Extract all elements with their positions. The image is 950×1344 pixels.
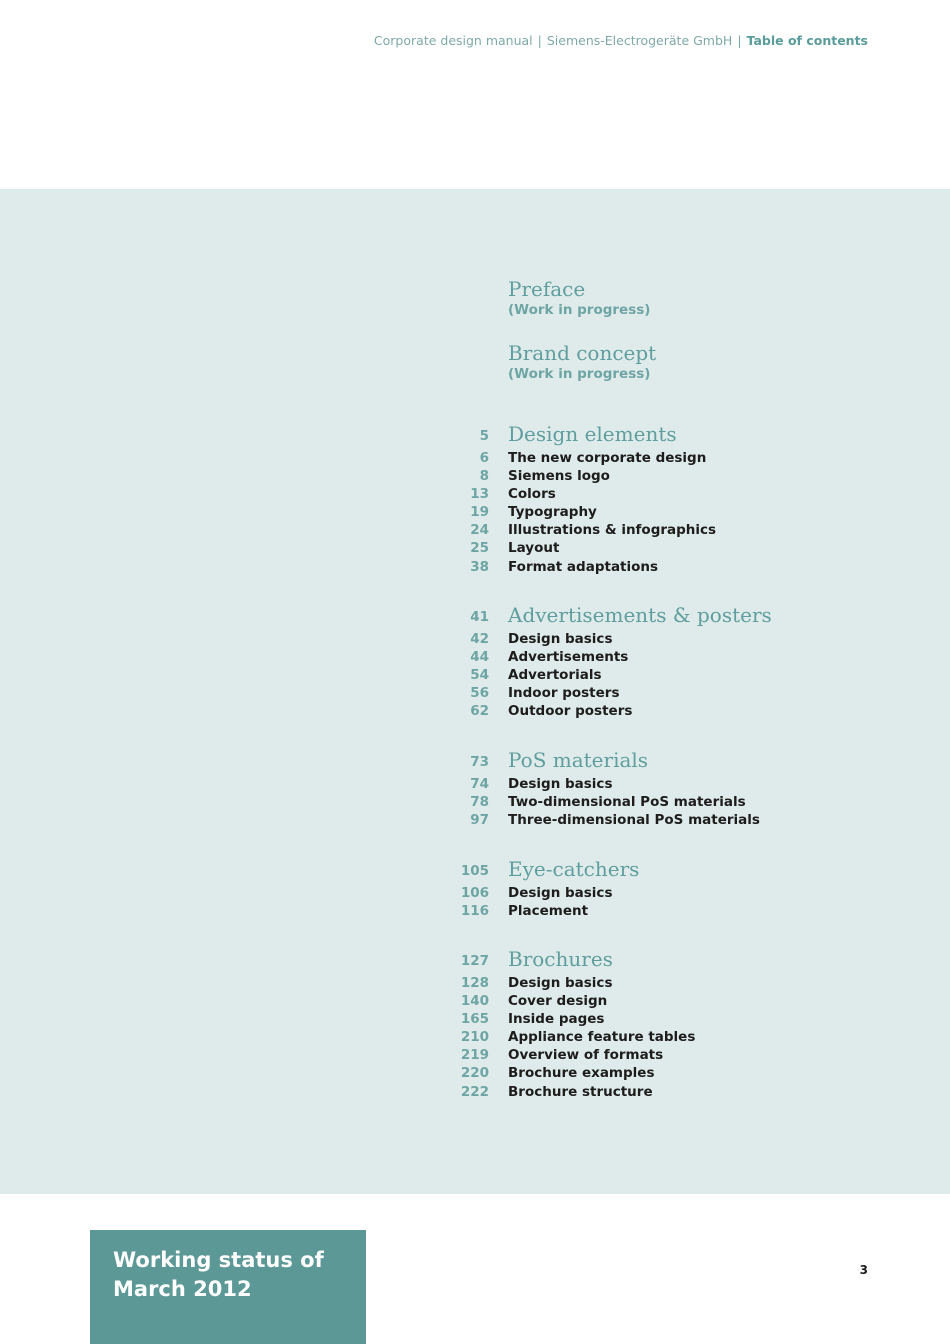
toc-section-design-elements xyxy=(440,421,920,576)
toc-intro-title: Brand concept xyxy=(508,341,657,365)
toc-entry[interactable] xyxy=(440,1046,920,1064)
toc-entry[interactable] xyxy=(440,811,920,829)
entry-title: Three-dimensional PoS materials xyxy=(508,812,760,829)
entry-page-number: 44 xyxy=(470,649,489,666)
entry-page-number: 62 xyxy=(470,703,489,720)
section-page-number: 105 xyxy=(460,863,489,879)
entry-page-number: 165 xyxy=(460,1011,489,1028)
section-page-number: 127 xyxy=(460,953,489,969)
toc-section-brochures xyxy=(440,946,920,1101)
section-page-number: 41 xyxy=(470,609,489,625)
toc-entry[interactable] xyxy=(440,902,920,920)
toc-entry[interactable] xyxy=(440,992,920,1010)
toc-entry[interactable] xyxy=(440,702,920,720)
entry-title: Appliance feature tables xyxy=(508,1029,696,1046)
entry-page-number: 74 xyxy=(470,776,489,792)
toc-entry[interactable] xyxy=(440,558,920,576)
toc-entry[interactable] xyxy=(440,974,920,992)
entry-title: Brochure structure xyxy=(508,1083,653,1100)
entry-page-number: 13 xyxy=(470,486,489,503)
entry-page-number: 78 xyxy=(470,794,489,811)
toc-entry[interactable] xyxy=(440,449,920,467)
toc-section-advertisements-posters xyxy=(440,602,920,720)
entry-page-number: 6 xyxy=(479,450,489,466)
entry-title: Design basics xyxy=(508,885,613,901)
toc-section-heading[interactable] xyxy=(440,946,920,974)
entry-title: Design basics xyxy=(508,631,613,647)
entry-title: Inside pages xyxy=(508,1011,605,1028)
toc-entry[interactable] xyxy=(440,539,920,557)
toc-section-heading[interactable] xyxy=(440,602,920,630)
entry-title: Indoor posters xyxy=(508,685,620,702)
entry-title: Colors xyxy=(508,486,556,503)
header-separator: | xyxy=(737,33,742,48)
toc-entry[interactable] xyxy=(440,884,920,902)
section-title: PoS materials xyxy=(508,748,649,772)
working-status-date: March 2012 xyxy=(113,1277,252,1301)
entry-title: Two-dimensional PoS materials xyxy=(508,794,746,811)
entry-page-number: 56 xyxy=(470,685,489,702)
entry-title: Overview of formats xyxy=(508,1047,664,1064)
working-status-text xyxy=(113,1246,353,1304)
toc-entry[interactable] xyxy=(440,1010,920,1028)
header-company: Siemens-Electrogeräte GmbH xyxy=(546,33,733,48)
header-doc-title: Corporate design manual xyxy=(373,33,533,48)
entry-page-number: 210 xyxy=(460,1029,489,1046)
toc-entry[interactable] xyxy=(440,1083,920,1101)
entry-page-number: 42 xyxy=(470,631,489,647)
entry-title: Design basics xyxy=(508,776,613,792)
entry-title: Siemens logo xyxy=(508,468,610,485)
toc-entry[interactable] xyxy=(440,793,920,811)
entry-page-number: 140 xyxy=(460,993,489,1010)
entry-title: Design basics xyxy=(508,975,613,991)
toc-entry[interactable] xyxy=(440,521,920,539)
toc-section-pos-materials xyxy=(440,747,920,829)
section-page-number: 5 xyxy=(479,428,489,444)
section-title: Eye-catchers xyxy=(508,857,640,881)
toc-section-heading[interactable] xyxy=(440,856,920,884)
header-current-section: Table of contents xyxy=(746,33,868,48)
toc-entry[interactable] xyxy=(440,1028,920,1046)
entry-title: Placement xyxy=(508,903,589,920)
entry-title: Cover design xyxy=(508,993,608,1010)
toc-entry[interactable] xyxy=(440,775,920,793)
entry-page-number: 24 xyxy=(470,522,489,539)
toc-intro-brand-concept[interactable] xyxy=(508,341,908,383)
entry-title: Format adaptations xyxy=(508,558,659,575)
toc-entry[interactable] xyxy=(440,666,920,684)
entry-page-number: 106 xyxy=(460,885,489,901)
entry-page-number: 128 xyxy=(460,975,489,991)
entry-page-number: 19 xyxy=(470,504,489,521)
toc-intro-preface[interactable] xyxy=(508,277,908,319)
working-status-box xyxy=(90,1230,366,1344)
entry-title: Advertorials xyxy=(508,667,602,684)
toc-entry[interactable] xyxy=(440,467,920,485)
entry-page-number: 8 xyxy=(479,468,489,485)
toc-panel xyxy=(0,189,950,1194)
entry-title: Illustrations & infographics xyxy=(508,522,717,539)
toc-entry[interactable] xyxy=(440,630,920,648)
toc-entry[interactable] xyxy=(440,648,920,666)
page-number: 3 xyxy=(859,1263,868,1277)
entry-page-number: 25 xyxy=(470,540,489,557)
section-title: Design elements xyxy=(508,422,677,446)
running-header xyxy=(374,33,868,48)
entry-page-number: 220 xyxy=(460,1065,489,1082)
working-status-line: Working status of xyxy=(113,1248,324,1272)
entry-title: Typography xyxy=(508,504,597,521)
toc-intro-note: (Work in progress) xyxy=(508,302,651,318)
entry-page-number: 222 xyxy=(460,1083,489,1100)
entry-page-number: 219 xyxy=(460,1047,489,1064)
entry-page-number: 116 xyxy=(460,903,489,920)
toc-entry[interactable] xyxy=(440,503,920,521)
toc-intro-title: Preface xyxy=(508,277,586,301)
toc-intro-note: (Work in progress) xyxy=(508,366,651,382)
entry-title: The new corporate design xyxy=(508,450,707,466)
toc-entry[interactable] xyxy=(440,684,920,702)
toc-section-heading[interactable] xyxy=(440,747,920,775)
header-separator: | xyxy=(537,33,542,48)
toc-entry[interactable] xyxy=(440,485,920,503)
entry-title: Advertisements xyxy=(508,649,629,666)
entry-page-number: 38 xyxy=(470,558,489,575)
entry-page-number: 97 xyxy=(470,812,489,829)
entry-title: Layout xyxy=(508,540,560,557)
section-title: Advertisements & posters xyxy=(508,603,772,627)
toc-section-eye-catchers xyxy=(440,856,920,920)
entry-page-number: 54 xyxy=(470,667,489,684)
section-page-number: 73 xyxy=(470,754,489,770)
entry-title: Brochure examples xyxy=(508,1065,655,1082)
toc-entry[interactable] xyxy=(440,1064,920,1082)
entry-title: Outdoor posters xyxy=(508,703,633,720)
section-title: Brochures xyxy=(508,947,613,971)
toc-section-heading[interactable] xyxy=(440,421,920,449)
